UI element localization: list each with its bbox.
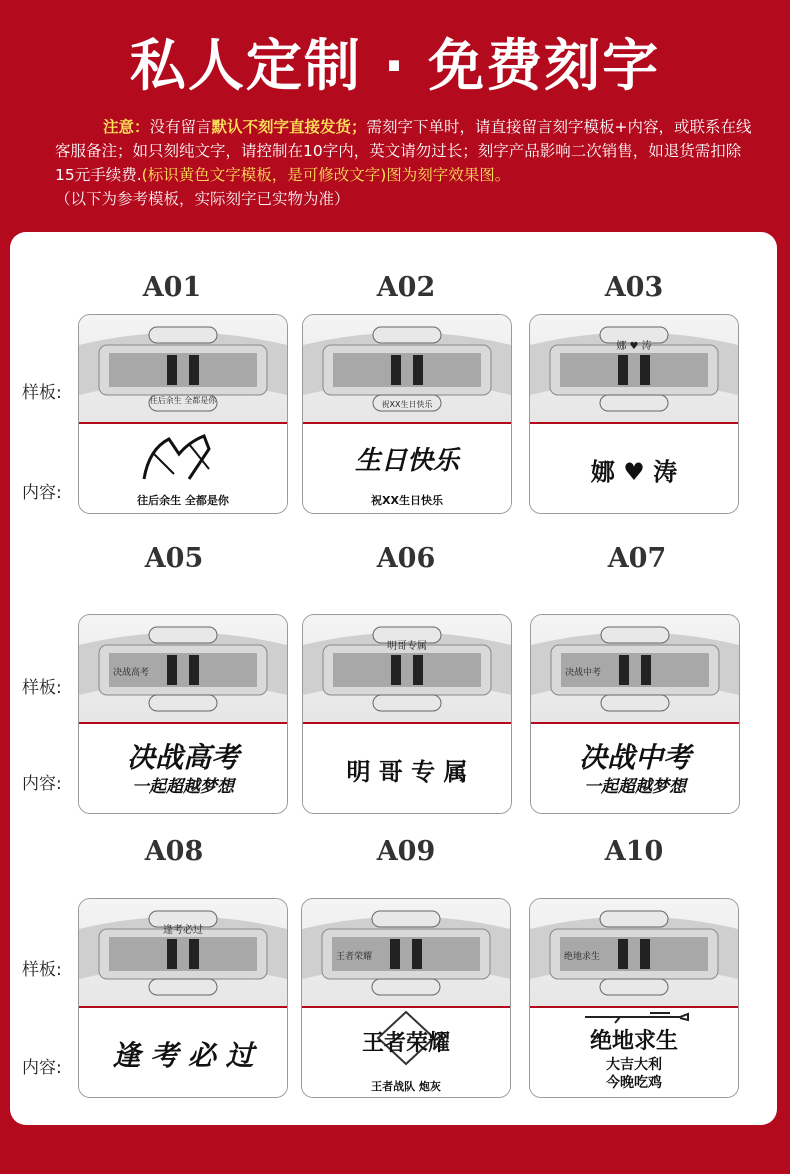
content-preview xyxy=(302,1008,510,1097)
content-sub: 一起超越梦想 xyxy=(132,777,234,797)
bracelet-preview xyxy=(531,615,739,722)
notice-ref: （以下为参考模板，实际刻字已实物为准） xyxy=(55,190,350,208)
bracelet-preview xyxy=(79,899,287,1006)
content-sub2: 今晚吃鸡 xyxy=(606,1075,662,1091)
content-preview xyxy=(531,724,739,813)
notice-part1: 没有留言 xyxy=(149,118,212,136)
page-title: 私人定制 · 免费刻字 xyxy=(129,34,661,99)
content-preview xyxy=(530,1008,738,1097)
template-card-a10[interactable] xyxy=(529,898,739,1098)
notice-part2: 需刻字下单时，请直接留言刻字模板+内容，或联系在线客服备注；如只刻纯文字，请控制在10字内，英文请勿过长；刻字产品影响二次销售，如退货需扣除15元手续费. xyxy=(55,118,752,184)
template-code: A07 xyxy=(607,543,667,574)
content-caption: 祝XX生日快乐 xyxy=(371,494,443,507)
bracelet-preview xyxy=(79,615,287,722)
band-engraving: 逢考必过 xyxy=(163,925,203,936)
template-code: A01 xyxy=(142,272,202,303)
band-engraving: 决战中考 xyxy=(564,668,602,678)
content-text: 生日快乐 xyxy=(354,446,459,476)
content-text: 娜 ♥ 涛 xyxy=(590,457,678,486)
template-card-a07[interactable] xyxy=(530,614,740,814)
content-text: 绝地求生 xyxy=(589,1028,678,1054)
content-caption: 王者战队 炮灰 xyxy=(371,1080,441,1093)
bracelet-preview xyxy=(302,899,510,1006)
bracelet-preview xyxy=(303,615,511,722)
band-engraving: 绝地求生 xyxy=(563,952,601,962)
content-preview xyxy=(530,424,738,513)
row-label-sample-3: 样板: xyxy=(22,960,62,980)
rifle-icon xyxy=(530,1010,738,1024)
band-engraving: 往后余生 全都是你 xyxy=(149,396,217,405)
template-card-a05[interactable] xyxy=(78,614,288,814)
template-card-a01[interactable] xyxy=(78,314,288,514)
notice-part3: 图为刻字效果图。 xyxy=(386,166,511,184)
row-label-sample-1: 样板: xyxy=(22,383,62,403)
row-label-content-1: 内容: xyxy=(22,483,62,503)
template-code: A05 xyxy=(144,543,204,574)
content-text: 王者荣耀 xyxy=(361,1030,450,1056)
content-caption: 往后余生 全都是你 xyxy=(137,494,229,507)
template-code: A02 xyxy=(376,272,436,303)
template-code: A09 xyxy=(376,836,436,867)
band-engraving: 明哥专属 xyxy=(387,641,427,652)
content-preview xyxy=(79,424,287,513)
row-label-content-3: 内容: xyxy=(22,1058,62,1078)
bracelet-preview xyxy=(530,315,738,422)
row-label-sample-2: 样板: xyxy=(22,678,62,698)
content-sub: 一起超越梦想 xyxy=(584,777,686,797)
band-engraving: 决战高考 xyxy=(112,668,150,678)
content-text: 决战中考 xyxy=(578,741,691,774)
notice-text xyxy=(55,115,755,211)
template-card-a03[interactable] xyxy=(529,314,739,514)
content-text: 逢 考 必 过 xyxy=(112,1039,254,1072)
content-preview xyxy=(79,724,287,813)
content-preview xyxy=(79,1008,287,1097)
notice-label: 注意： xyxy=(103,118,150,136)
bracelet-preview xyxy=(530,899,738,1006)
content-text: 明 哥 专 属 xyxy=(346,757,468,786)
content-preview xyxy=(303,724,511,813)
row-label-content-2: 内容: xyxy=(22,774,62,794)
content-preview xyxy=(303,424,511,513)
template-code: A08 xyxy=(144,836,204,867)
band-engraving: 娜 ♥ 涛 xyxy=(616,341,652,352)
band-engraving: 王者荣耀 xyxy=(335,952,373,962)
bracelet-preview xyxy=(79,315,287,422)
template-card-a09[interactable] xyxy=(301,898,511,1098)
bracelet-preview xyxy=(303,315,511,422)
content-sub: 大吉大利 xyxy=(606,1057,662,1073)
notice-yellow: (标识黄色文字模板，是可修改文字) xyxy=(141,166,387,184)
band-engraving: 祝XX生日快乐 xyxy=(381,400,433,409)
content-text: 决战高考 xyxy=(126,741,239,774)
template-code: A06 xyxy=(376,543,436,574)
template-card-a02[interactable] xyxy=(302,314,512,514)
template-card-a06[interactable] xyxy=(302,614,512,814)
template-card-a08[interactable] xyxy=(78,898,288,1098)
notice-highlight: 默认不刻字直接发货； xyxy=(211,118,367,136)
template-code: A03 xyxy=(604,272,664,303)
holding-hands-icon xyxy=(79,424,287,484)
template-code: A10 xyxy=(604,836,664,867)
